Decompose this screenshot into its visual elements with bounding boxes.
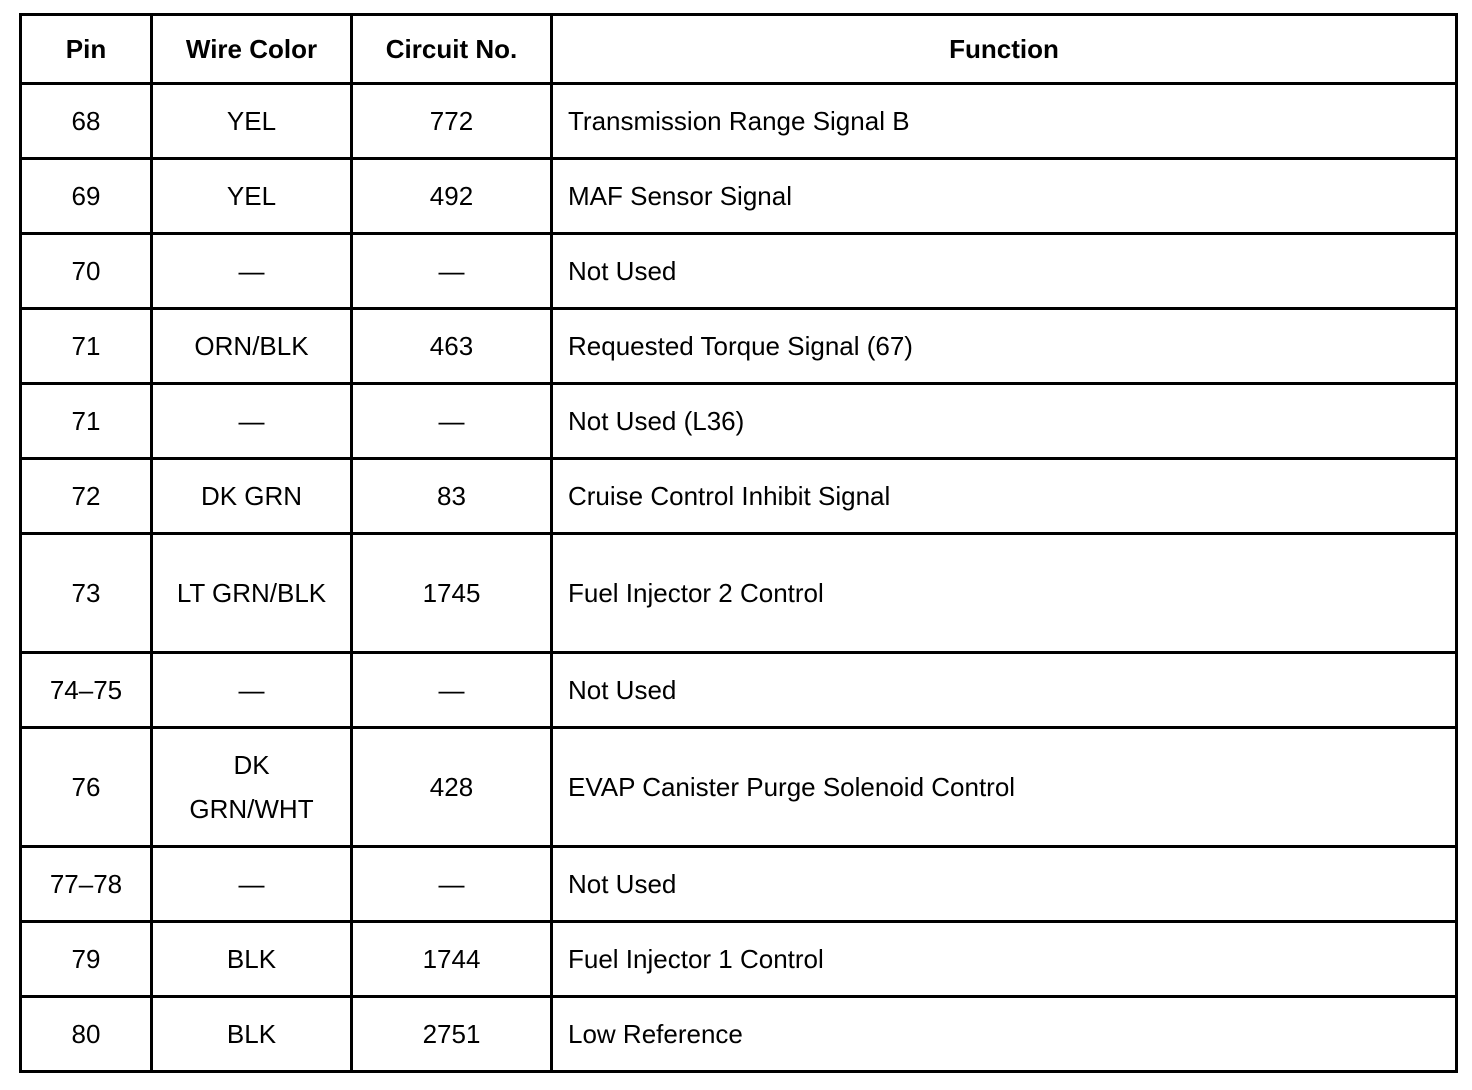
table-row: [21, 653, 1457, 728]
circuit-cell: 463: [352, 309, 552, 384]
table-row: [21, 159, 1457, 234]
wire-color-cell: —: [152, 384, 352, 459]
pin-cell: 71: [21, 384, 152, 459]
pin-cell: 71: [21, 309, 152, 384]
table-header-row: [21, 15, 1457, 84]
table-row: [21, 728, 1457, 847]
circuit-cell: 2751: [352, 997, 552, 1072]
circuit-cell: —: [352, 653, 552, 728]
wire-color-text: DK GRN/WHT: [189, 750, 314, 824]
wire-color-cell: —: [152, 234, 352, 309]
circuit-cell: 772: [352, 84, 552, 159]
pin-cell: 69: [21, 159, 152, 234]
connector-pinout-table: [19, 13, 1458, 1073]
pin-cell: 80: [21, 997, 152, 1072]
wire-color-cell: —: [152, 847, 352, 922]
table-row: [21, 922, 1457, 997]
function-cell: Fuel Injector 2 Control: [552, 534, 1457, 653]
wire-color-cell: DK GRN: [152, 459, 352, 534]
pin-cell: 79: [21, 922, 152, 997]
table-row: [21, 384, 1457, 459]
function-cell: Requested Torque Signal (67): [552, 309, 1457, 384]
circuit-cell: —: [352, 384, 552, 459]
function-cell: Cruise Control Inhibit Signal: [552, 459, 1457, 534]
header-circuit-no: Circuit No.: [352, 15, 552, 84]
wire-color-cell: ORN/BLK: [152, 309, 352, 384]
wire-color-text: LT GRN/BLK: [176, 578, 327, 608]
header-pin: Pin: [21, 15, 152, 84]
table-row: [21, 847, 1457, 922]
pin-cell: 73: [21, 534, 152, 653]
wire-color-cell: YEL: [152, 159, 352, 234]
pin-cell: 74–75: [21, 653, 152, 728]
circuit-cell: 1744: [352, 922, 552, 997]
table-row: [21, 997, 1457, 1072]
circuit-cell: —: [352, 847, 552, 922]
circuit-cell: 428: [352, 728, 552, 847]
table-row: [21, 84, 1457, 159]
header-function: Function: [552, 15, 1457, 84]
function-cell: Fuel Injector 1 Control: [552, 922, 1457, 997]
wire-color-cell: BLK: [152, 997, 352, 1072]
circuit-cell: 1745: [352, 534, 552, 653]
function-cell: Transmission Range Signal B: [552, 84, 1457, 159]
wire-color-cell: BLK: [152, 922, 352, 997]
table-row: [21, 234, 1457, 309]
function-cell: Not Used: [552, 847, 1457, 922]
function-cell: Not Used: [552, 234, 1457, 309]
function-cell: MAF Sensor Signal: [552, 159, 1457, 234]
wire-color-cell: [152, 534, 352, 653]
pin-cell: 72: [21, 459, 152, 534]
pin-cell: 77–78: [21, 847, 152, 922]
circuit-cell: —: [352, 234, 552, 309]
function-cell: EVAP Canister Purge Solenoid Control: [552, 728, 1457, 847]
wire-color-cell: —: [152, 653, 352, 728]
wire-color-cell: YEL: [152, 84, 352, 159]
circuit-cell: 492: [352, 159, 552, 234]
pin-cell: 70: [21, 234, 152, 309]
pin-cell: 76: [21, 728, 152, 847]
function-cell: Not Used: [552, 653, 1457, 728]
table-row: [21, 309, 1457, 384]
wire-color-cell: [152, 728, 352, 847]
table-row: [21, 534, 1457, 653]
circuit-cell: 83: [352, 459, 552, 534]
function-cell: Not Used (L36): [552, 384, 1457, 459]
function-cell: Low Reference: [552, 997, 1457, 1072]
pin-cell: 68: [21, 84, 152, 159]
header-wire-color: Wire Color: [152, 15, 352, 84]
table-row: [21, 459, 1457, 534]
